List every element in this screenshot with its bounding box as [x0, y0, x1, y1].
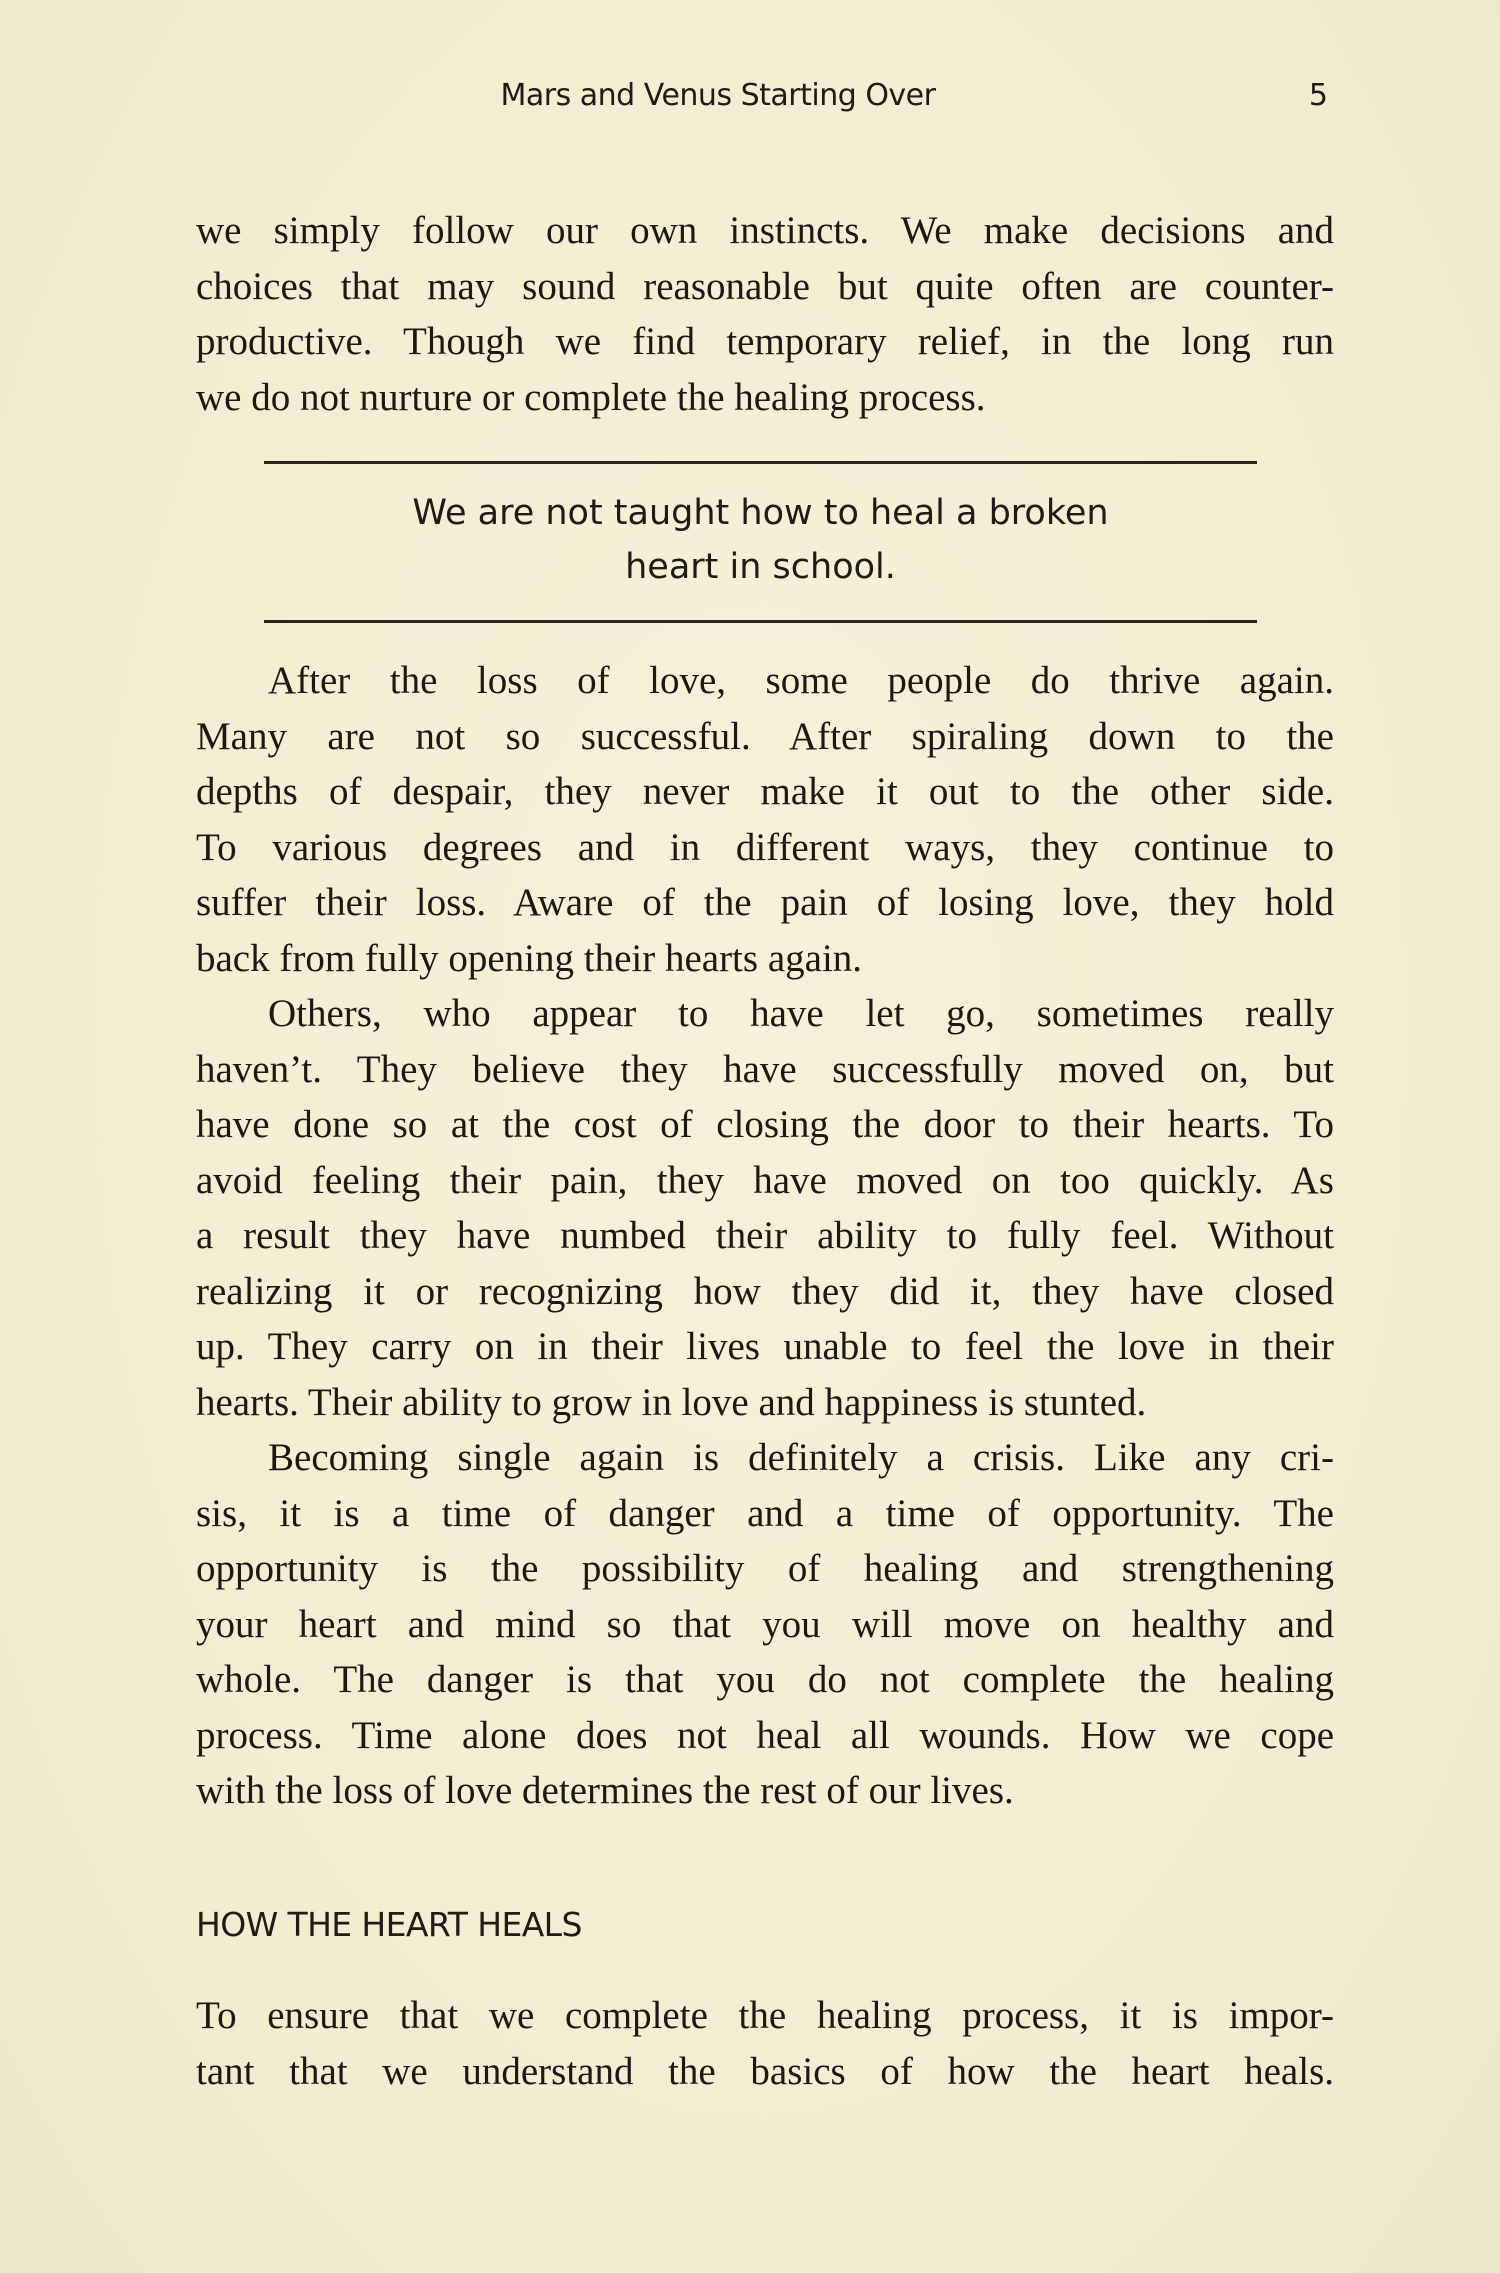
text-line: whole. The danger is that you do not complete the healing	[196, 1658, 1334, 1701]
pull-quote-line: heart in school.	[625, 547, 896, 587]
text-line: your heart and mind so that you will move on healthy and	[196, 1602, 1334, 1646]
text-line: have done so at the cost of closing the door to their hearts. To	[196, 1103, 1334, 1146]
text-line: Many are not so successful. After spiraling down to the	[196, 714, 1334, 758]
section-heading: HOW THE HEART HEALS	[196, 1905, 582, 1944]
text-line: tant that we understand the basics of how the heart heals.	[196, 2049, 1334, 2093]
text-line: back from fully opening their hearts again.	[196, 936, 863, 980]
text-line: avoid feeling their pain, they have moved on too quickly. As	[196, 1158, 1334, 1202]
text-line: productive. Though we find temporary relief, in the long run	[196, 320, 1334, 363]
text-line: with the loss of love determines the rest of our lives.	[196, 1769, 1014, 1812]
paragraph-heart-heals	[196, 1988, 1334, 2099]
text-line: Becoming single again is definitely a crisis. Like any cri-	[268, 1436, 1334, 1479]
paragraph-continued	[196, 203, 1334, 425]
text-line: To ensure that we complete the healing process, it is impor-	[196, 1994, 1334, 2037]
text-line: up. They carry on in their lives unable to feel the love in their	[196, 1325, 1334, 1368]
text-line: process. Time alone does not heal all wounds. How we cope	[196, 1713, 1334, 1757]
pull-quote-line: We are not taught how to heal a broken	[412, 493, 1109, 533]
text-line: sis, it is a time of danger and a time of opportunity. The	[196, 1491, 1334, 1535]
text-line: opportunity is the possibility of healing and strengthening	[196, 1547, 1334, 1590]
text-line: After the loss of love, some people do thrive again.	[268, 659, 1334, 702]
text-line: realizing it or recognizing how they did it, they have closed	[196, 1269, 1334, 1313]
text-line: haven’t. They believe they have successfully moved on, but	[196, 1047, 1334, 1091]
text-line: we simply follow our own instincts. We make decisions and	[196, 209, 1334, 252]
text-line: a result they have numbed their ability to fully feel. Without	[196, 1214, 1334, 1257]
text-line: depths of despair, they never make it out to the other side.	[196, 770, 1334, 813]
text-line: suffer their loss. Aware of the pain of losing love, they hold	[196, 881, 1334, 924]
running-header	[196, 78, 1336, 124]
page-number: 5	[1308, 78, 1328, 113]
paragraph-loss-of-love	[196, 653, 1334, 1819]
pull-quote-text	[264, 464, 1257, 620]
pull-quote-bottom-rule	[264, 620, 1257, 623]
text-line: we do not nurture or complete the healing process.	[196, 375, 986, 419]
running-title: Mars and Venus Starting Over	[500, 78, 936, 113]
text-line: Others, who appear to have let go, sometimes really	[268, 992, 1334, 1035]
text-line: hearts. Their ability to grow in love and happiness is stunted.	[196, 1380, 1147, 1424]
text-line: choices that may sound reasonable but quite often are counter-	[196, 264, 1334, 308]
pull-quote	[264, 461, 1257, 623]
text-line: To various degrees and in different ways, they continue to	[196, 825, 1334, 869]
